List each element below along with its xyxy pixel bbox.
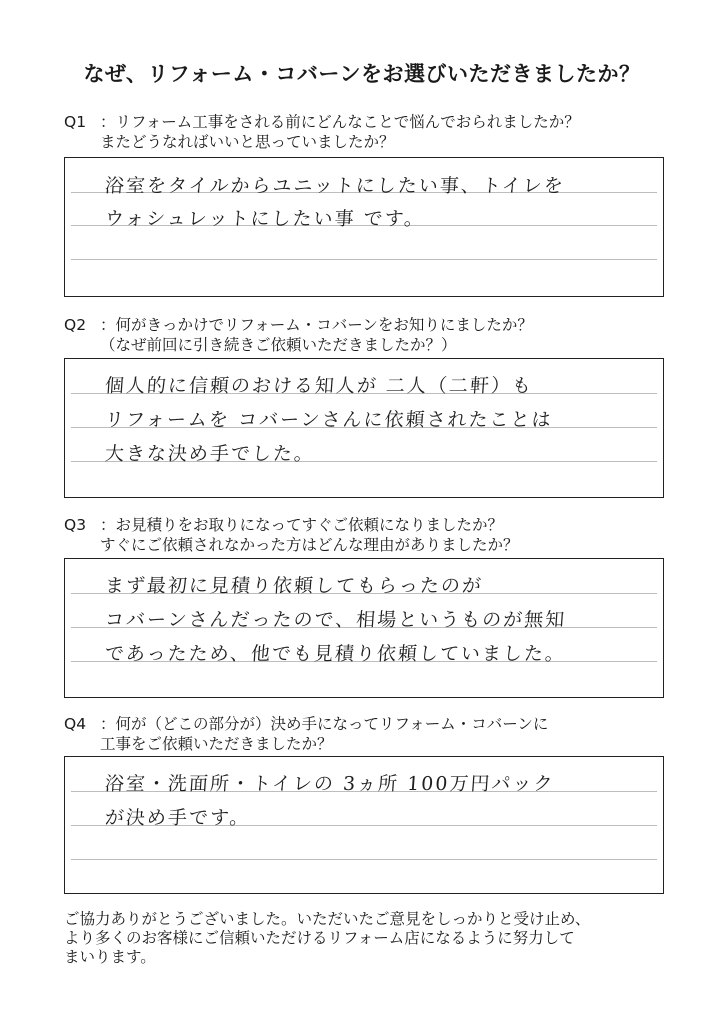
- question-text-line2: （なぜ前回に引き続きご依頼いただきましたか？）: [100, 336, 457, 354]
- question-number: Q4: [64, 715, 87, 733]
- handwritten-answer-line: ウォシュレットにしたい事 です。: [104, 208, 426, 230]
- handwritten-answer-line: 個人的に信頼のおける知人が 二人（二軒）も: [104, 375, 534, 397]
- answer-box-1: [64, 157, 664, 297]
- footer-line: ご協力ありがとうございました。いただいたご意見をしっかりと受け止め、: [64, 910, 591, 928]
- ruled-line: [71, 859, 657, 860]
- thank-you-message: [64, 910, 664, 967]
- question-number: Q1: [64, 113, 87, 131]
- handwritten-answer-line: 浴室をタイルからユニットにしたい事、トイレを: [104, 175, 566, 197]
- question-2: [64, 315, 533, 355]
- handwritten-answer-line: であったため、他でも見積り依頼していました。: [104, 643, 567, 665]
- question-number: Q2: [64, 316, 87, 334]
- question-text: ：リフォーム工事をされる前にどんなことで悩んでおられましたか？: [100, 113, 580, 131]
- handwritten-answer-line: が決め手です。: [104, 807, 252, 829]
- footer-line: まいります。: [64, 948, 156, 966]
- question-text-line2: またどうなればいいと思っていましたか？: [100, 133, 395, 151]
- answer-box-3: [64, 558, 664, 698]
- question-text: ：何がきっかけでリフォーム・コバーンをお知りにましたか？: [100, 316, 533, 334]
- question-4: [64, 714, 548, 754]
- ruled-line: [71, 259, 657, 260]
- handwritten-answer-line: リフォームを コバーンさんに依頼されたことは: [104, 409, 554, 431]
- question-1: [64, 112, 580, 152]
- question-number: Q3: [64, 516, 87, 534]
- question-text-line2: すぐにご依頼されなかった方はどんな理由がありましたか？: [100, 536, 519, 554]
- question-text-line2: 工事をご依頼いただきましたか？: [100, 735, 333, 753]
- handwritten-answer-line: まず最初に見積り依頼してもらったのが: [104, 575, 484, 597]
- answer-box-4: [64, 756, 664, 894]
- answer-box-2: [64, 358, 664, 498]
- page-title: なぜ、リフォーム・コバーンをお選びいただきましたか？: [83, 62, 641, 86]
- handwritten-answer-line: 大きな決め手でした。: [104, 443, 316, 465]
- footer-line: より多くのお客様にご信頼いただけるリフォーム店になるように努力して: [64, 929, 575, 947]
- question-text: ：お見積りをお取りになってすぐご依頼になりましたか？: [100, 516, 504, 534]
- question-text: ：何が（どこの部分が）決め手になってリフォーム・コバーンに: [100, 715, 549, 733]
- handwritten-answer-line: 浴室・洗面所・トイレの 3ヵ所 100万円パック: [104, 773, 556, 795]
- handwritten-answer-line: コバーンさんだったので、相場というものが無知: [104, 609, 567, 631]
- question-3: [64, 515, 519, 555]
